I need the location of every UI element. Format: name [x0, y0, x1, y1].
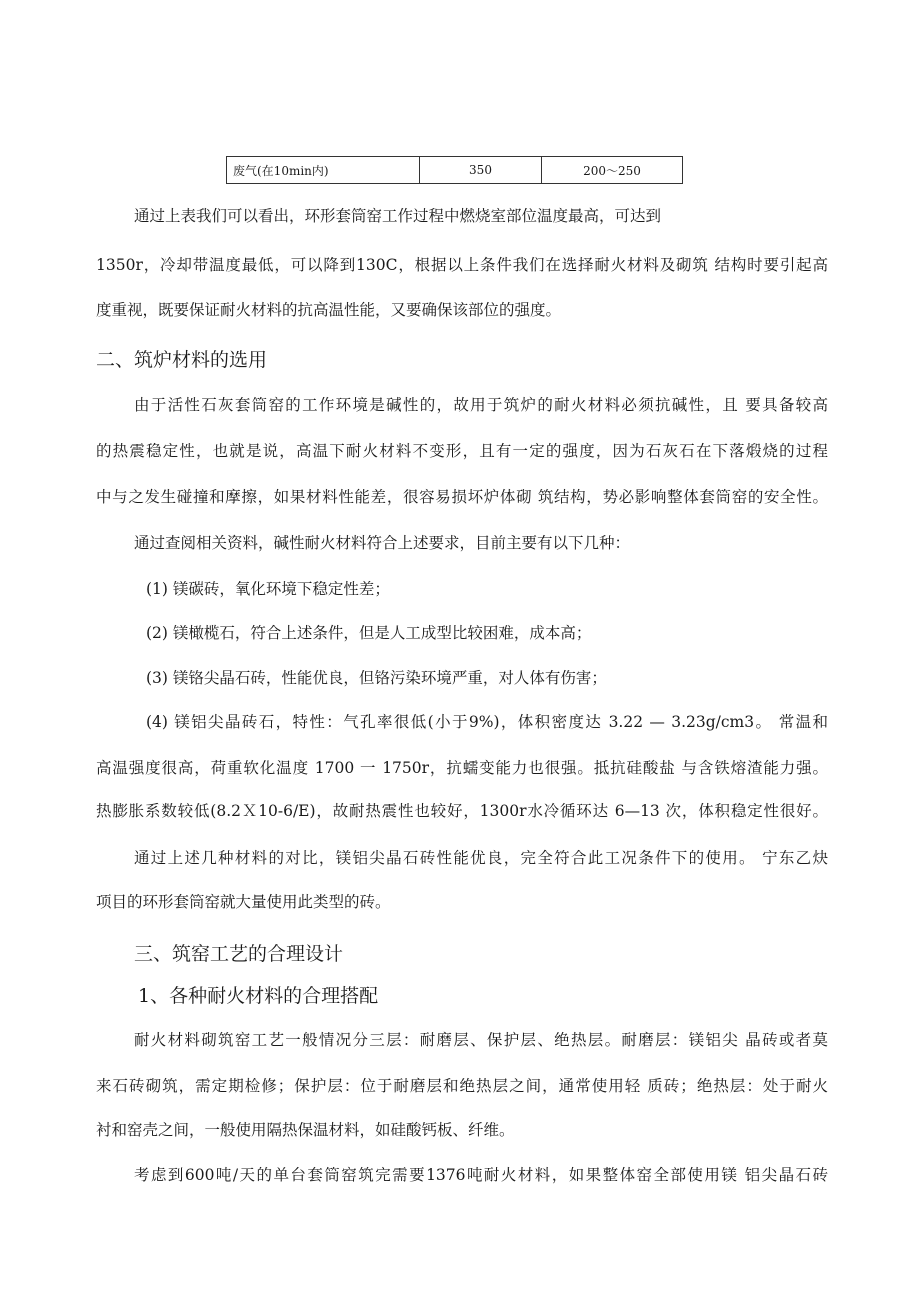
- paragraph-line: 考虑到600吨/天的单台套筒窑筑完需要1376吨耐火材料，如果整体窑全部使用镁 铝尖晶石砖: [134, 1166, 828, 1184]
- table-cell: 200～250: [542, 157, 683, 184]
- paragraph-line: 1350r，冷却带温度最低，可以降到130C，根据以上条件我们在选择耐火材料及砌筑 结构时要引起高: [96, 256, 828, 274]
- subsection-heading: 1、各种耐火材料的合理搭配: [138, 985, 379, 1007]
- paragraph-line: 耐火材料砌筑窑工艺一般情况分三层：耐磨层、保护层、绝热层。耐磨层：镁铝尖 晶砖或者莫: [134, 1031, 828, 1049]
- paragraph-line: 来石砖砌筑，需定期检修；保护层：位于耐磨层和绝热层之间，通常使用轻 质砖；绝热层：处于耐火: [96, 1077, 828, 1095]
- list-item: (3) 镁铬尖晶石砖，性能优良，但铬污染环境严重，对人体有伤害；: [146, 669, 607, 687]
- section-heading: 二、筑炉材料的选用: [96, 349, 268, 371]
- paragraph-line: 衬和窑壳之间，一般使用隔热保温材料，如硅酸钙板、纤维。: [96, 1121, 515, 1139]
- list-item: (2) 镁橄榄石，符合上述条件，但是人工成型比较困难，成本高；: [146, 624, 592, 642]
- list-item: (1) 镁碳砖，氧化环境下稳定性差；: [146, 580, 390, 598]
- paragraph-line: 的热震稳定性，也就是说，高温下耐火材料不变形，且有一定的强度，因为石灰石在下落煅烧的过程: [96, 442, 828, 460]
- table-cell: 350: [420, 157, 542, 184]
- paragraph-line: 通过上述几种材料的对比，镁铝尖晶石砖性能优良，完全符合此工况条件下的使用。 宁东乙炔: [134, 849, 828, 867]
- temperature-table: [226, 156, 683, 184]
- table-row: [227, 157, 683, 184]
- table-cell: 废气(在10min内): [227, 157, 420, 184]
- list-item: (4) 镁铝尖晶砖石，特性：气孔率很低(小于9%)，体积密度达 3.22 — 3.23g/cm3。 常温和: [146, 713, 828, 731]
- paragraph-line: 中与之发生碰撞和摩擦，如果材料性能差，很容易损坏炉体砌 筑结构，势必影响整体套筒窑的安全性。: [96, 488, 828, 506]
- paragraph-line: 通过上表我们可以看出，环形套筒窑工作过程中燃烧室部位温度最高，可达到: [134, 207, 662, 225]
- paragraph-line: 项目的环形套筒窑就大量使用此类型的砖。: [96, 893, 391, 911]
- paragraph-line: 由于活性石灰套筒窑的工作环境是碱性的，故用于筑炉的耐火材料必须抗碱性，且 要具备较高: [134, 396, 828, 414]
- paragraph-line: 度重视，既要保证耐火材料的抗高温性能，又要确保该部位的强度。: [96, 301, 562, 319]
- section-heading: 三、筑窑工艺的合理设计: [134, 943, 344, 965]
- paragraph-line: 热膨胀系数较低(8.2Ｘ10-6/E)，故耐热震性也较好，1300r水冷循环达 6—13 次，体积稳定性很好。: [96, 802, 828, 820]
- paragraph-line: 高温强度很高，荷重软化温度 1700 一 1750r，抗蠕变能力也很强。抵抗硅酸盐 与含铁熔渣能力强。: [96, 759, 828, 777]
- paragraph-line: 通过查阅相关资料，碱性耐火材料符合上述要求，目前主要有以下几种：: [134, 534, 631, 552]
